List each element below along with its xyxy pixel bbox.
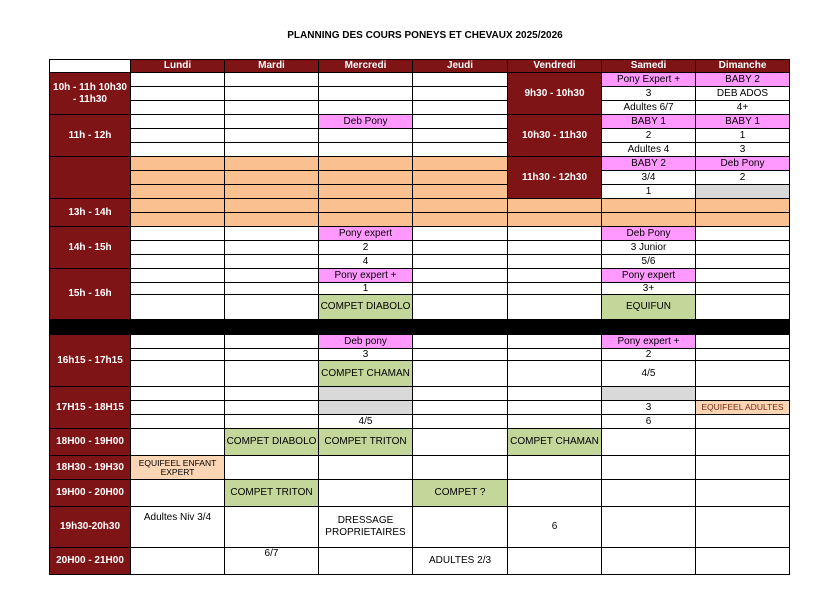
schedule-cell: BABY 2 <box>696 73 790 87</box>
schedule-cell: 4+ <box>696 101 790 115</box>
empty-cell <box>696 255 790 269</box>
schedule-cell: Deb Pony <box>602 227 696 241</box>
empty-cell <box>696 295 790 320</box>
empty-cell <box>225 283 319 295</box>
empty-cell <box>508 227 602 241</box>
empty-cell <box>413 115 508 129</box>
empty-cell <box>508 255 602 269</box>
day-header-jeudi: Jeudi <box>413 59 508 73</box>
schedule-cell: DRESSAGE PROPRIETAIRES <box>319 507 413 548</box>
empty-cell <box>696 283 790 295</box>
empty-cell <box>413 349 508 361</box>
time-label: 10h30 - 11h30 <box>508 115 602 157</box>
empty-cell <box>696 429 790 456</box>
day-header-mercredi: Mercredi <box>319 59 413 73</box>
corner-cell <box>49 59 131 73</box>
empty-cell <box>602 456 696 480</box>
schedule-cell: 3 <box>696 143 790 157</box>
time-label: 10h - 11h 10h30 - 11h30 <box>49 73 131 115</box>
schedule-cell: COMPET TRITON <box>225 480 319 507</box>
empty-cell <box>508 241 602 255</box>
empty-cell <box>319 480 413 507</box>
empty-cell <box>225 101 319 115</box>
schedule-cell: Adultes Niv 3/4 <box>131 507 225 548</box>
day-header-vendredi: Vendredi <box>508 59 602 73</box>
time-label: 11h30 - 12h30 <box>508 157 602 199</box>
schedule-cell <box>319 401 413 415</box>
schedule-cell: 1 <box>696 129 790 143</box>
schedule-cell: 2 <box>319 241 413 255</box>
empty-cell <box>413 87 508 101</box>
empty-cell <box>696 480 790 507</box>
empty-cell <box>696 456 790 480</box>
schedule-cell <box>696 185 790 199</box>
empty-cell <box>225 241 319 255</box>
empty-cell <box>413 507 508 548</box>
schedule-cell <box>319 185 413 199</box>
empty-cell <box>413 269 508 283</box>
empty-cell <box>413 361 508 387</box>
schedule-cell: EQUIFUN <box>602 295 696 320</box>
empty-cell <box>413 415 508 429</box>
empty-cell <box>131 295 225 320</box>
empty-cell <box>602 480 696 507</box>
schedule-cell: Pony expert + <box>319 269 413 283</box>
empty-cell <box>225 349 319 361</box>
empty-cell <box>413 73 508 87</box>
schedule-cell: 4/5 <box>319 415 413 429</box>
page-title: PLANNING DES COURS PONEYS ET CHEVAUX 2025/2026 <box>287 30 563 41</box>
empty-cell <box>319 456 413 480</box>
empty-cell <box>225 129 319 143</box>
schedule-cell: COMPET DIABOLO <box>319 295 413 320</box>
schedule-cell: 3 <box>602 401 696 415</box>
schedule-cell: Pony Expert + <box>602 73 696 87</box>
empty-cell <box>225 227 319 241</box>
empty-cell <box>508 387 602 401</box>
empty-cell <box>696 387 790 401</box>
schedule-cell: BABY 1 <box>696 115 790 129</box>
empty-cell <box>225 73 319 87</box>
empty-cell <box>225 115 319 129</box>
schedule-cell: 4 <box>319 255 413 269</box>
schedule-cell <box>225 157 319 171</box>
schedule-cell: 6/7 <box>225 548 319 575</box>
empty-cell <box>131 269 225 283</box>
schedule-cell <box>413 199 508 213</box>
empty-cell <box>131 361 225 387</box>
empty-cell <box>508 269 602 283</box>
empty-cell <box>225 87 319 101</box>
empty-cell <box>508 401 602 415</box>
schedule-cell <box>131 213 225 227</box>
schedule-cell: Pony expert + <box>602 335 696 349</box>
empty-cell <box>131 480 225 507</box>
schedule-cell: COMPET DIABOLO <box>225 429 319 456</box>
day-header-samedi: Samedi <box>602 59 696 73</box>
schedule-cell: 3/4 <box>602 171 696 185</box>
empty-cell <box>602 507 696 548</box>
empty-cell <box>508 415 602 429</box>
empty-cell <box>413 129 508 143</box>
time-label: 19h30-20h30 <box>49 507 131 548</box>
schedule-cell <box>225 213 319 227</box>
schedule-cell: COMPET TRITON <box>319 429 413 456</box>
time-label <box>49 157 131 199</box>
empty-cell <box>696 227 790 241</box>
empty-cell <box>225 143 319 157</box>
schedule-cell <box>319 157 413 171</box>
empty-cell <box>225 361 319 387</box>
empty-cell <box>225 507 319 548</box>
schedule-cell <box>319 171 413 185</box>
schedule-cell <box>508 199 602 213</box>
empty-cell <box>319 87 413 101</box>
schedule-cell <box>319 199 413 213</box>
empty-cell <box>131 255 225 269</box>
time-label: 18H00 - 19H00 <box>49 429 131 456</box>
schedule-cell <box>696 213 790 227</box>
separator-row <box>49 320 790 335</box>
schedule-cell: COMPET ? <box>413 480 508 507</box>
empty-cell <box>508 349 602 361</box>
empty-cell <box>413 283 508 295</box>
empty-cell <box>413 295 508 320</box>
time-label: 17H15 - 18H15 <box>49 387 131 429</box>
schedule-cell <box>131 157 225 171</box>
schedule-cell: COMPET CHAMAN <box>319 361 413 387</box>
schedule-cell: 4/5 <box>602 361 696 387</box>
schedule-cell: 3 <box>319 349 413 361</box>
empty-cell <box>413 401 508 415</box>
schedule-cell <box>413 171 508 185</box>
time-label: 11h - 12h <box>49 115 131 157</box>
time-label: 9h30 - 10h30 <box>508 73 602 115</box>
empty-cell <box>508 456 602 480</box>
empty-cell <box>131 283 225 295</box>
empty-cell <box>319 101 413 115</box>
empty-cell <box>319 143 413 157</box>
empty-cell <box>131 387 225 401</box>
empty-cell <box>508 361 602 387</box>
schedule-cell: 6 <box>602 415 696 429</box>
schedule-cell: 3 Junior <box>602 241 696 255</box>
schedule-cell: Pony expert <box>602 269 696 283</box>
empty-cell <box>131 143 225 157</box>
schedule-cell: Deb Pony <box>319 115 413 129</box>
schedule-cell <box>225 185 319 199</box>
schedule-cell <box>131 171 225 185</box>
schedule-cell <box>413 157 508 171</box>
empty-cell <box>696 349 790 361</box>
schedule-cell: EQUIFEEL ENFANT EXPERT <box>131 456 225 480</box>
schedule-cell: EQUIFEEL ADULTES <box>696 401 790 415</box>
day-header-dimanche: Dimanche <box>696 59 790 73</box>
time-label: 13h - 14h <box>49 199 131 227</box>
time-label: 15h - 16h <box>49 269 131 320</box>
empty-cell <box>413 255 508 269</box>
empty-cell <box>508 548 602 575</box>
empty-cell <box>225 415 319 429</box>
time-label: 14h - 15h <box>49 227 131 269</box>
empty-cell <box>225 255 319 269</box>
empty-cell <box>413 143 508 157</box>
schedule-cell <box>131 199 225 213</box>
schedule-cell: 2 <box>602 349 696 361</box>
schedule-cell <box>225 199 319 213</box>
empty-cell <box>696 507 790 548</box>
empty-cell <box>413 387 508 401</box>
empty-cell <box>131 548 225 575</box>
empty-cell <box>319 73 413 87</box>
schedule-cell: 1 <box>319 283 413 295</box>
schedule-cell: 1 <box>602 185 696 199</box>
schedule-cell: 2 <box>602 129 696 143</box>
empty-cell <box>413 429 508 456</box>
day-header-mardi: Mardi <box>225 59 319 73</box>
empty-cell <box>413 241 508 255</box>
empty-cell <box>225 387 319 401</box>
empty-cell <box>696 269 790 283</box>
empty-cell <box>413 101 508 115</box>
empty-cell <box>225 456 319 480</box>
time-label: 20H00 - 21H00 <box>49 548 131 575</box>
empty-cell <box>131 227 225 241</box>
empty-cell <box>319 548 413 575</box>
empty-cell <box>131 429 225 456</box>
schedule-cell <box>225 171 319 185</box>
time-label: 16h15 - 17h15 <box>49 335 131 387</box>
schedule-cell: Adultes 4 <box>602 143 696 157</box>
schedule-cell: 2 <box>696 171 790 185</box>
empty-cell <box>131 115 225 129</box>
empty-cell <box>508 335 602 349</box>
empty-cell <box>131 129 225 143</box>
schedule-cell <box>696 199 790 213</box>
empty-cell <box>131 401 225 415</box>
empty-cell <box>225 401 319 415</box>
schedule-cell: COMPET CHAMAN <box>508 429 602 456</box>
schedule-cell <box>319 387 413 401</box>
schedule-cell <box>413 185 508 199</box>
empty-cell <box>602 429 696 456</box>
schedule-cell <box>602 199 696 213</box>
schedule-cell: BABY 1 <box>602 115 696 129</box>
schedule-cell: Pony expert <box>319 227 413 241</box>
schedule-cell: 3 <box>602 87 696 101</box>
empty-cell <box>225 335 319 349</box>
empty-cell <box>508 480 602 507</box>
empty-cell <box>225 295 319 320</box>
empty-cell <box>696 415 790 429</box>
schedule-cell: DEB ADOS <box>696 87 790 101</box>
empty-cell <box>319 129 413 143</box>
schedule-cell <box>131 185 225 199</box>
empty-cell <box>131 335 225 349</box>
schedule-cell: ADULTES 2/3 <box>413 548 508 575</box>
schedule-cell <box>319 213 413 227</box>
empty-cell <box>696 361 790 387</box>
empty-cell <box>131 87 225 101</box>
time-label: 18H30 - 19H30 <box>49 456 131 480</box>
empty-cell <box>131 349 225 361</box>
schedule-cell: BABY 2 <box>602 157 696 171</box>
schedule-cell: Deb Pony <box>696 157 790 171</box>
schedule-cell <box>602 213 696 227</box>
empty-cell <box>696 241 790 255</box>
schedule-cell: 3+ <box>602 283 696 295</box>
empty-cell <box>413 456 508 480</box>
empty-cell <box>131 241 225 255</box>
empty-cell <box>508 283 602 295</box>
schedule-cell: Deb pony <box>319 335 413 349</box>
empty-cell <box>696 548 790 575</box>
schedule-cell: 5/6 <box>602 255 696 269</box>
empty-cell <box>508 295 602 320</box>
schedule-cell: Adultes 6/7 <box>602 101 696 115</box>
day-header-lundi: Lundi <box>131 59 225 73</box>
schedule-cell <box>413 213 508 227</box>
empty-cell <box>602 548 696 575</box>
empty-cell <box>131 73 225 87</box>
time-label: 19H00 - 20H00 <box>49 480 131 507</box>
empty-cell <box>131 101 225 115</box>
empty-cell <box>413 227 508 241</box>
schedule-cell <box>602 387 696 401</box>
empty-cell <box>696 335 790 349</box>
schedule-cell <box>508 213 602 227</box>
schedule-cell: 6 <box>508 507 602 548</box>
empty-cell <box>225 269 319 283</box>
empty-cell <box>131 415 225 429</box>
empty-cell <box>413 335 508 349</box>
